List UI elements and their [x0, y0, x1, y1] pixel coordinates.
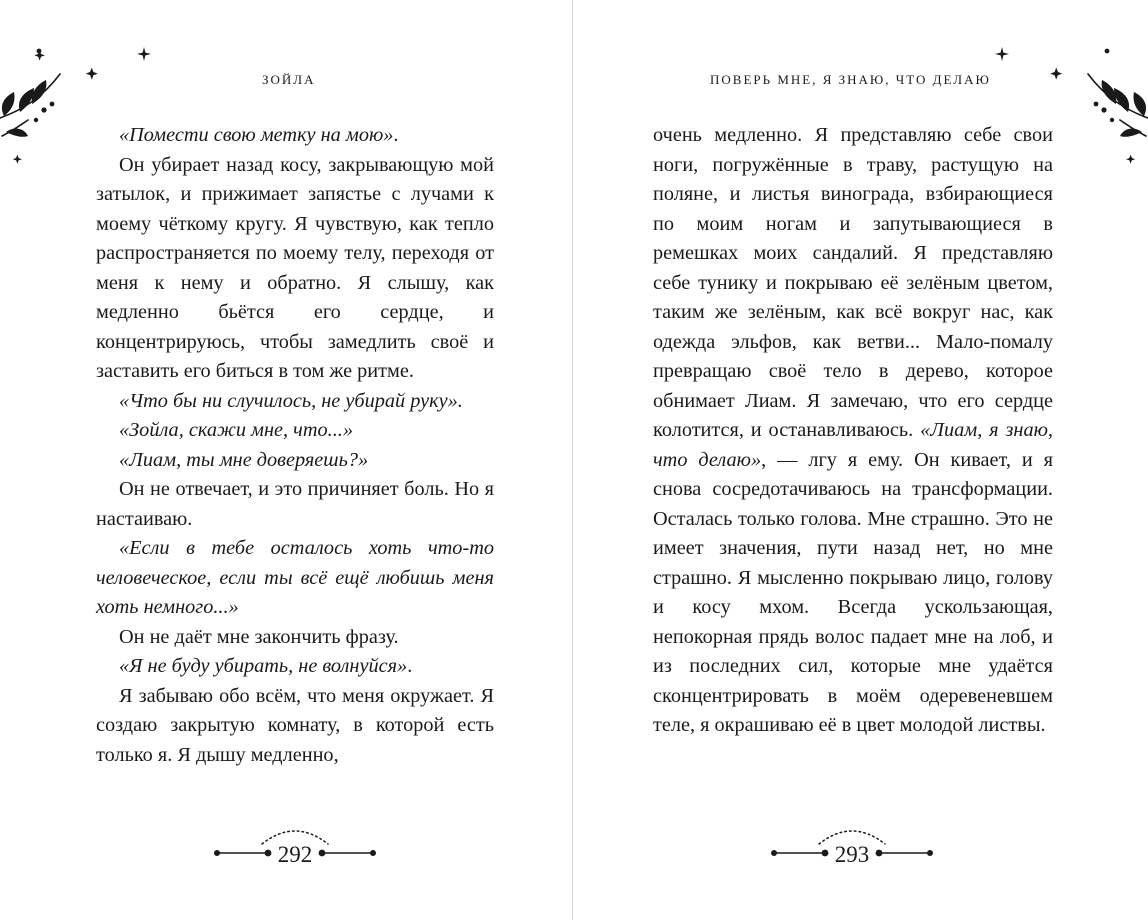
- paragraph: [653, 121, 1053, 741]
- left-page-body: [96, 121, 494, 770]
- paragraph: [96, 446, 494, 476]
- text-run: , — лгу я ему. Он кивает, и я снова сосредотачиваюсь на трансформации. Осталась только голова. Мне страшно. Это не имеет значения, пути назад нет, но мне страшно. Я мысленно покрываю лицо, голову и косу мхом. Всегда ускользающая, непокорная прядь волос падает мне на лоб, и из последних сил, которые мне удаётся сконцентрировать в моём одеревеневшем теле, я окрашиваю её в цвет молодой листвы.: [653, 448, 1053, 736]
- page-number-ornament-right: [767, 820, 937, 880]
- italic-text-run: «Лиам, ты мне доверяешь?»: [119, 448, 369, 471]
- paragraph: [96, 623, 494, 653]
- text-run: очень медленно. Я представляю себе свои ноги, погружённые в траву, растущую на поляне, и листья винограда, взбирающиеся по моим ногам и запутывающиеся в ремешках моих сандалий. Я представляю себе тунику и покрываю её зелёным цветом, таким же зелёным, как всё вокруг нас, как одежда эльфов, как ветви... Мало-помалу превращаю своё тело в дерево, которое обнимает Лиам. Я замечаю, что его сердце колотится, и останавливаюсь.: [653, 124, 1053, 441]
- running-head-right: ПОВЕРЬ МНЕ, Я ЗНАЮ, ЧТО ДЕЛАЮ: [710, 72, 991, 87]
- page-number-right: 293: [834, 842, 870, 867]
- italic-text-run: «Что бы ни случилось, не убирай руку».: [119, 389, 463, 412]
- paragraph: [96, 475, 494, 534]
- leaf-branch-ornament-right: [1038, 40, 1148, 170]
- leaf-branch-ornament-left: [0, 40, 110, 170]
- star-icon: [994, 46, 1010, 62]
- paragraph: [96, 387, 494, 417]
- paragraph: [96, 682, 494, 771]
- italic-text-run: «Я не буду убирать, не волнуйся»: [119, 655, 408, 677]
- paragraph: [96, 652, 494, 682]
- text-run: Он не даёт мне закончить фразу.: [119, 625, 399, 648]
- right-page: [573, 0, 1148, 920]
- right-page-body: [653, 121, 1053, 741]
- italic-text-run: «Если в тебе осталось хоть что-то человеческое, если ты всё ещё любишь меня хоть немного...»: [96, 537, 494, 618]
- paragraph: [96, 534, 494, 623]
- page-number-left: 292: [277, 842, 313, 867]
- text-run: .: [407, 655, 413, 677]
- paragraph: [96, 416, 494, 446]
- dot-icon: [1104, 48, 1110, 54]
- left-page: [0, 0, 573, 920]
- italic-text-run: «Зойла, скажи мне, что...»: [119, 419, 353, 441]
- italic-text-run: «Лиам, я знаю, что делаю»: [653, 419, 1053, 471]
- page-number-ornament-left: [210, 820, 380, 880]
- running-head-left: ЗОЙЛА: [262, 72, 316, 87]
- italic-text-run: «Помести свою метку на мою»: [119, 124, 394, 146]
- text-run: .: [393, 124, 399, 146]
- text-run: Он убирает назад косу, закрывающую мой затылок, и прижимает запястье с лучами к моему чёткому кругу. Я чувствую, как тепло распространяется по моему телу, переходя от меня к нему и обратно. Я слышу, как медленно бьётся его сердце, и концентрируюсь, чтобы замедлить своё и заставить его биться в том же ритме.: [96, 153, 494, 382]
- paragraph: [96, 121, 494, 151]
- paragraph: [96, 151, 494, 387]
- text-run: Он не отвечает, и это причиняет боль. Но я настаиваю.: [96, 478, 494, 530]
- star-icon: [136, 46, 152, 62]
- text-run: Я забываю обо всём, что меня окружает. Я создаю закрытую комнату, в которой есть только я. Я дышу медленно,: [96, 684, 494, 766]
- dot-icon: [36, 48, 42, 54]
